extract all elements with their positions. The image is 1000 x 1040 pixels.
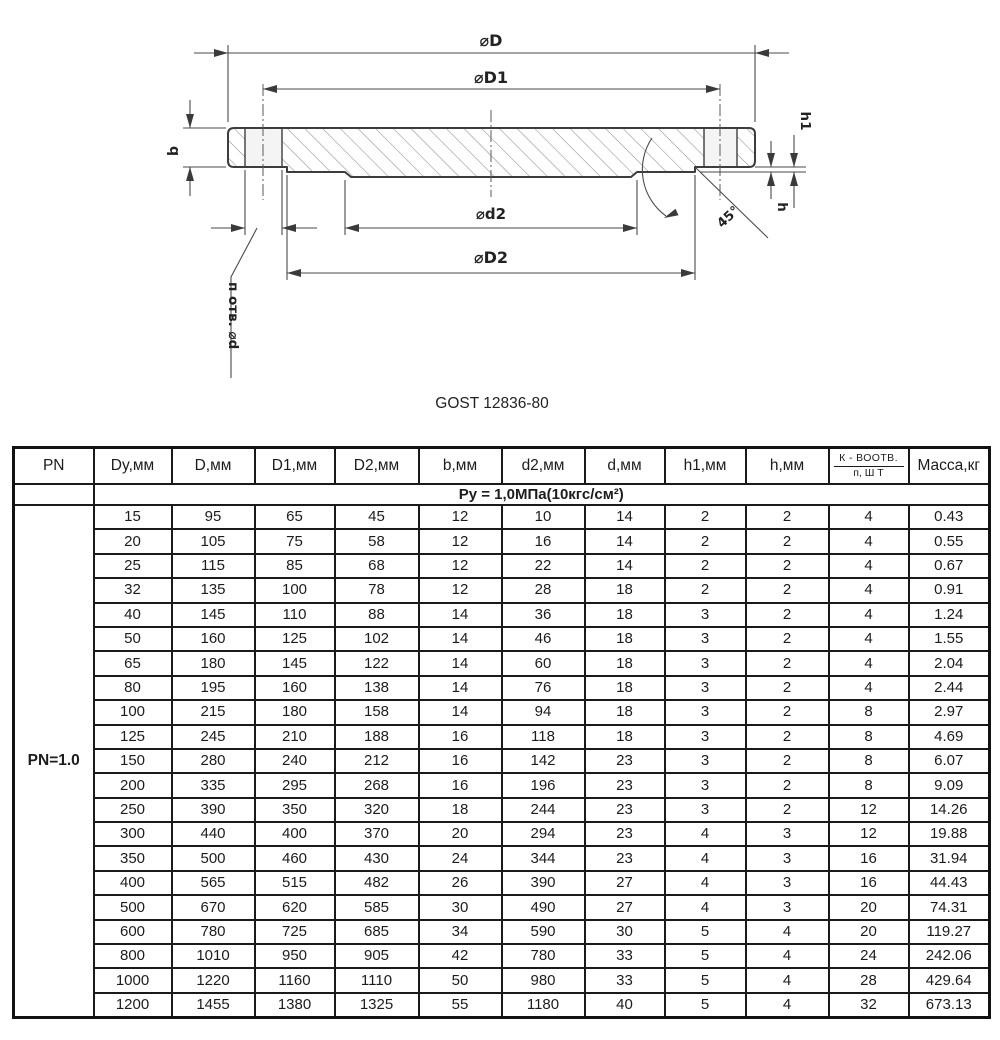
dimension-cell: 74.31	[909, 895, 990, 919]
dimension-cell: 242.06	[909, 944, 990, 968]
dimension-cell: 95	[172, 505, 255, 529]
dimension-cell: 4	[829, 529, 909, 553]
dimension-cell: 1110	[335, 968, 419, 992]
dimension-cell: 280	[172, 749, 255, 773]
dimension-cell: 4	[746, 944, 829, 968]
dimension-cell: 16	[829, 871, 909, 895]
dimension-cell: 65	[255, 505, 335, 529]
dimension-cell: 60	[502, 651, 585, 675]
dimension-cell: 145	[172, 603, 255, 627]
dimension-cell: 1010	[172, 944, 255, 968]
dimension-cell: 142	[502, 749, 585, 773]
dimension-cell: 160	[255, 676, 335, 700]
table-row	[14, 651, 990, 675]
table-row	[14, 529, 990, 553]
dimension-cell: 344	[502, 846, 585, 870]
dimension-cell: 125	[255, 627, 335, 651]
dimension-cell: 42	[419, 944, 502, 968]
dimension-cell: 335	[172, 773, 255, 797]
dimension-cell: 15	[94, 505, 172, 529]
table-header-row	[14, 448, 990, 485]
dimension-cell: 31.94	[909, 846, 990, 870]
dimension-cell: 8	[829, 749, 909, 773]
dimension-cell: 4	[829, 603, 909, 627]
dimension-cell: 102	[335, 627, 419, 651]
dimension-cell: 119.27	[909, 920, 990, 944]
dimension-cell: 12	[419, 554, 502, 578]
dimension-cell: 482	[335, 871, 419, 895]
dimension-cell: 28	[829, 968, 909, 992]
dimension-cell: 115	[172, 554, 255, 578]
dimension-cell: 118	[502, 725, 585, 749]
dimension-cell: 905	[335, 944, 419, 968]
dimension-cell: 14	[585, 554, 665, 578]
table-row	[14, 700, 990, 724]
dimension-cell: 780	[172, 920, 255, 944]
dimension-cell: 44.43	[909, 871, 990, 895]
table-row	[14, 603, 990, 627]
dimension-cell: 3	[665, 627, 746, 651]
dimension-cell: 370	[335, 822, 419, 846]
dimension-cell: 4	[829, 578, 909, 602]
dimension-cell: 2	[665, 554, 746, 578]
dimension-cell: 14	[419, 651, 502, 675]
dimension-cell: 45	[335, 505, 419, 529]
table-row	[14, 773, 990, 797]
dimension-cell: 180	[255, 700, 335, 724]
dimension-cell: 390	[502, 871, 585, 895]
dimension-cell: 105	[172, 529, 255, 553]
dimension-cell: 2	[746, 651, 829, 675]
dimension-cell: 27	[585, 871, 665, 895]
dim-label-raised-face-diameter: ⌀d2	[475, 205, 507, 223]
dimension-cell: 160	[172, 627, 255, 651]
dimension-cell: 3	[746, 895, 829, 919]
dimension-cell: 30	[585, 920, 665, 944]
table-row	[14, 968, 990, 992]
dimension-cell: 22	[502, 554, 585, 578]
dimension-cell: 240	[255, 749, 335, 773]
dimension-cell: 16	[419, 725, 502, 749]
dim-label-h1: h1	[797, 111, 813, 131]
dimension-cell: 2.04	[909, 651, 990, 675]
col-header-pn: PN	[14, 448, 94, 485]
dimension-cell: 2	[746, 725, 829, 749]
dimension-cell: 1455	[172, 993, 255, 1018]
dimension-cell: 4	[829, 676, 909, 700]
dimension-cell: 18	[585, 651, 665, 675]
dimension-cell: 50	[94, 627, 172, 651]
dimension-cell: 18	[585, 700, 665, 724]
dimension-cell: 565	[172, 871, 255, 895]
dimension-cell: 500	[94, 895, 172, 919]
dimension-cell: 145	[255, 651, 335, 675]
dimension-cell: 460	[255, 846, 335, 870]
dimension-cell: 100	[94, 700, 172, 724]
dimension-cell: 780	[502, 944, 585, 968]
dimension-cell: 515	[255, 871, 335, 895]
dimension-cell: 0.55	[909, 529, 990, 553]
dimension-cell: 125	[94, 725, 172, 749]
dimension-cell: 1325	[335, 993, 419, 1018]
dimension-cell: 135	[172, 578, 255, 602]
table-row	[14, 822, 990, 846]
dimension-cell: 215	[172, 700, 255, 724]
dimension-cell: 2	[746, 773, 829, 797]
dimension-cell: 2	[746, 554, 829, 578]
dimension-cell: 18	[585, 603, 665, 627]
dimension-cell: 24	[829, 944, 909, 968]
dimension-cell: 1200	[94, 993, 172, 1018]
pressure-row	[14, 484, 990, 505]
dimension-cell: 4	[829, 627, 909, 651]
dimension-cell: 188	[335, 725, 419, 749]
dimension-cell: 8	[829, 725, 909, 749]
dimension-cell: 4	[665, 895, 746, 919]
dimension-cell: 0.43	[909, 505, 990, 529]
dimension-cell: 5	[665, 944, 746, 968]
table-row	[14, 944, 990, 968]
dimension-cell: 440	[172, 822, 255, 846]
dimension-cell: 2	[746, 578, 829, 602]
dimension-cell: 400	[94, 871, 172, 895]
col-header-d2-step: D2,мм	[335, 448, 419, 485]
dimension-cell: 3	[746, 822, 829, 846]
dimension-cell: 27	[585, 895, 665, 919]
dimension-cell: 1160	[255, 968, 335, 992]
dimension-cell: 20	[419, 822, 502, 846]
pn-group-cell: PN=1.0	[14, 505, 94, 1018]
dimension-cell: 5	[665, 993, 746, 1018]
dimension-cell: 34	[419, 920, 502, 944]
dimension-cell: 20	[94, 529, 172, 553]
col-header-holes-count	[829, 448, 909, 485]
dimension-cell: 14	[419, 700, 502, 724]
holes-count-header-bottom: п, Ш Т	[853, 466, 884, 479]
dimension-cell: 1180	[502, 993, 585, 1018]
dimension-cell: 4	[746, 993, 829, 1018]
dimension-cell: 75	[255, 529, 335, 553]
dimension-cell: 23	[585, 846, 665, 870]
dimension-cell: 14	[585, 529, 665, 553]
col-header-b: b,мм	[419, 448, 502, 485]
dimension-cell: 20	[829, 920, 909, 944]
dimension-cell: 68	[335, 554, 419, 578]
dimension-cell: 33	[585, 968, 665, 992]
dimension-cell: 2	[746, 505, 829, 529]
dimension-cell: 94	[502, 700, 585, 724]
dimension-cell: 100	[255, 578, 335, 602]
flange-technical-drawing	[0, 0, 1000, 434]
dimension-cell: 600	[94, 920, 172, 944]
dimension-cell: 685	[335, 920, 419, 944]
holes-count-header-top: К - ВООТВ.	[834, 451, 904, 466]
dimension-cell: 110	[255, 603, 335, 627]
dimension-cell: 1220	[172, 968, 255, 992]
angle-arc-arrowhead	[664, 209, 679, 218]
flange-body-section	[228, 84, 755, 200]
dimension-cell: 12	[419, 529, 502, 553]
dimension-cell: 122	[335, 651, 419, 675]
table-row	[14, 676, 990, 700]
dimension-cell: 4.69	[909, 725, 990, 749]
dimension-cell: 196	[502, 773, 585, 797]
dimension-cell: 9.09	[909, 773, 990, 797]
dimension-cell: 5	[665, 920, 746, 944]
dimension-cell: 268	[335, 773, 419, 797]
dimension-cell: 2	[665, 578, 746, 602]
dimension-cell: 33	[585, 944, 665, 968]
dimension-cell: 2	[746, 798, 829, 822]
table-row	[14, 725, 990, 749]
table-row	[14, 749, 990, 773]
dimension-cell: 14	[419, 627, 502, 651]
dimension-cell: 1000	[94, 968, 172, 992]
dimension-cell: 65	[94, 651, 172, 675]
table-row	[14, 505, 990, 529]
dimension-cell: 2.44	[909, 676, 990, 700]
dimension-cell: 23	[585, 773, 665, 797]
dimension-cell: 25	[94, 554, 172, 578]
dimension-cell: 18	[585, 676, 665, 700]
dimension-cell: 350	[255, 798, 335, 822]
dimension-cell: 10	[502, 505, 585, 529]
dimension-cell: 150	[94, 749, 172, 773]
dimension-cell: 585	[335, 895, 419, 919]
dimension-cell: 300	[94, 822, 172, 846]
col-header-d-outer: D,мм	[172, 448, 255, 485]
dimension-cell: 245	[172, 725, 255, 749]
dimension-cell: 23	[585, 798, 665, 822]
dimension-cell: 2	[746, 676, 829, 700]
dimension-cell: 1380	[255, 993, 335, 1018]
dimension-cell: 78	[335, 578, 419, 602]
dimension-cell: 400	[255, 822, 335, 846]
dimension-cell: 620	[255, 895, 335, 919]
dimension-cell: 195	[172, 676, 255, 700]
dimension-cell: 295	[255, 773, 335, 797]
dimension-cell: 18	[419, 798, 502, 822]
table-row	[14, 846, 990, 870]
dimension-cell: 2.97	[909, 700, 990, 724]
dimension-cell: 294	[502, 822, 585, 846]
dimension-cell: 14	[585, 505, 665, 529]
table-row	[14, 895, 990, 919]
dimension-cell: 58	[335, 529, 419, 553]
col-header-d1: D1,мм	[255, 448, 335, 485]
dimension-cell: 3	[665, 676, 746, 700]
dimension-cell: 3	[665, 603, 746, 627]
dimension-cell: 320	[335, 798, 419, 822]
dimension-cell: 212	[335, 749, 419, 773]
dimension-cell: 3	[746, 846, 829, 870]
dimension-cell: 36	[502, 603, 585, 627]
dimension-cell: 19.88	[909, 822, 990, 846]
dimension-cell: 3	[665, 651, 746, 675]
dimension-cell: 2	[665, 529, 746, 553]
dimension-cell: 244	[502, 798, 585, 822]
table-row	[14, 920, 990, 944]
chamfer-angle-label: 45°	[714, 203, 743, 232]
dimension-cell: 76	[502, 676, 585, 700]
dimension-cell: 40	[585, 993, 665, 1018]
dimension-cell: 250	[94, 798, 172, 822]
dimension-cell: 18	[585, 578, 665, 602]
dimension-cell: 800	[94, 944, 172, 968]
table-row	[14, 993, 990, 1018]
col-header-d-hole: d,мм	[585, 448, 665, 485]
dimension-cell: 8	[829, 773, 909, 797]
dimension-cell: 88	[335, 603, 419, 627]
dimension-cell: 1.55	[909, 627, 990, 651]
dimension-cell: 24	[419, 846, 502, 870]
dimension-cell: 3	[665, 798, 746, 822]
dimension-cell: 180	[172, 651, 255, 675]
dimension-cell: 1.24	[909, 603, 990, 627]
dimension-cell: 670	[172, 895, 255, 919]
dimension-cell: 3	[746, 871, 829, 895]
dimension-cell: 18	[585, 627, 665, 651]
dimension-cell: 20	[829, 895, 909, 919]
dimension-cell: 14.26	[909, 798, 990, 822]
dimension-cell: 500	[172, 846, 255, 870]
dimension-cell: 429.64	[909, 968, 990, 992]
table-row	[14, 627, 990, 651]
dimension-cell: 16	[419, 749, 502, 773]
dimension-cell: 3	[665, 725, 746, 749]
dimension-cell: 30	[419, 895, 502, 919]
dimension-cell: 3	[665, 749, 746, 773]
dimension-cell: 16	[419, 773, 502, 797]
col-header-h: h,мм	[746, 448, 829, 485]
dimension-cell: 490	[502, 895, 585, 919]
dimension-cell: 6.07	[909, 749, 990, 773]
drawing-caption: GOST 12836-80	[435, 395, 549, 412]
dimension-cell: 2	[746, 529, 829, 553]
pressure-row-pn-cell	[14, 484, 94, 505]
dimension-cell: 32	[94, 578, 172, 602]
dimension-cell: 350	[94, 846, 172, 870]
dimension-cell: 14	[419, 676, 502, 700]
dimension-cell: 4	[829, 505, 909, 529]
pressure-note: Ру = 1,0МПа(10кгс/см²)	[94, 484, 990, 505]
dimension-cell: 390	[172, 798, 255, 822]
dimension-cell: 590	[502, 920, 585, 944]
dimension-cell: 673.13	[909, 993, 990, 1018]
dimension-cell: 12	[829, 798, 909, 822]
dimension-cell: 138	[335, 676, 419, 700]
col-header-h1: h1,мм	[665, 448, 746, 485]
dimension-cell: 23	[585, 749, 665, 773]
dimension-cell: 2	[746, 627, 829, 651]
bolt-holes-note: п отв. ⌀d	[225, 282, 241, 350]
table-row	[14, 554, 990, 578]
table-row	[14, 798, 990, 822]
dimension-cell: 200	[94, 773, 172, 797]
dimension-cell: 85	[255, 554, 335, 578]
dimension-cell: 4	[829, 651, 909, 675]
dimension-cell: 4	[665, 822, 746, 846]
dimension-cell: 950	[255, 944, 335, 968]
dimension-cell: 32	[829, 993, 909, 1018]
dimension-cell: 4	[746, 968, 829, 992]
col-header-dy: Dy,мм	[94, 448, 172, 485]
dim-label-step-diameter: ⌀D2	[473, 248, 509, 267]
dimension-cell: 16	[829, 846, 909, 870]
dimension-cell: 2	[665, 505, 746, 529]
dimension-cell: 16	[502, 529, 585, 553]
dimension-cell: 12	[419, 505, 502, 529]
dimension-cell: 46	[502, 627, 585, 651]
dimension-cell: 4	[829, 554, 909, 578]
dimension-cell: 80	[94, 676, 172, 700]
dimension-cell: 4	[665, 846, 746, 870]
dimension-cell: 40	[94, 603, 172, 627]
dimension-cell: 0.67	[909, 554, 990, 578]
dimension-cell: 12	[419, 578, 502, 602]
dimension-cell: 0.91	[909, 578, 990, 602]
dimension-cell: 50	[419, 968, 502, 992]
flange-dimension-table	[12, 446, 991, 1019]
dimension-cell: 14	[419, 603, 502, 627]
dimension-cell: 23	[585, 822, 665, 846]
dimension-cell: 8	[829, 700, 909, 724]
dimension-cell: 980	[502, 968, 585, 992]
dimension-cell: 5	[665, 968, 746, 992]
dimension-cell: 2	[746, 700, 829, 724]
col-header-d2-face: d2,мм	[502, 448, 585, 485]
dimension-cell: 18	[585, 725, 665, 749]
dimension-cell: 3	[665, 700, 746, 724]
table-row	[14, 578, 990, 602]
dimension-cell: 28	[502, 578, 585, 602]
dim-label-thickness-b: b	[166, 145, 182, 157]
dimension-cell: 2	[746, 603, 829, 627]
dimension-cell: 4	[665, 871, 746, 895]
dimension-cell: 2	[746, 749, 829, 773]
dim-label-outer-diameter: ⌀D	[479, 31, 503, 50]
dimension-cell: 55	[419, 993, 502, 1018]
table-row	[14, 871, 990, 895]
dimension-cell: 210	[255, 725, 335, 749]
dimension-cell: 26	[419, 871, 502, 895]
dimension-cell: 725	[255, 920, 335, 944]
col-header-mass: Масса,кг	[909, 448, 990, 485]
dim-label-h: h	[774, 202, 790, 212]
dimension-cell: 4	[746, 920, 829, 944]
dimension-cell: 3	[665, 773, 746, 797]
dim-label-bolt-circle-diameter: ⌀D1	[473, 68, 509, 87]
dimension-cell: 12	[829, 822, 909, 846]
dimension-cell: 158	[335, 700, 419, 724]
dimension-cell: 430	[335, 846, 419, 870]
